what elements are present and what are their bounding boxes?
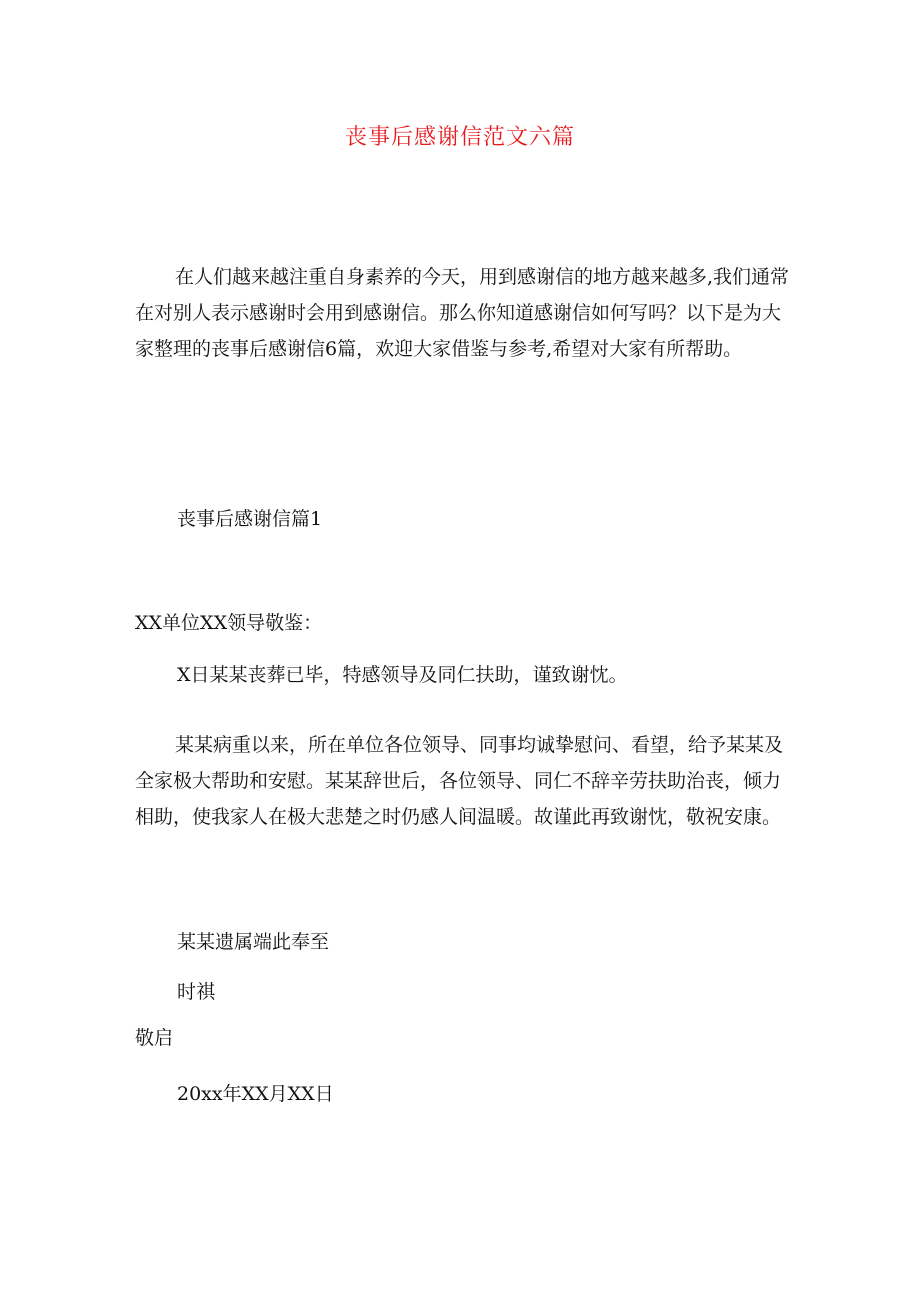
letter-body: 某某病重以来，所在单位各位领导、同事均诚挚慰问、看望，给予某某及全家极大帮助和安慰。某某辞世后，各位领导、同仁不辞辛劳扶助治丧，倾力相助，使我家人在极大悲楚之时仍感人间温暖。故谨此再致谢忱，敬祝安康。 bbox=[135, 734, 784, 828]
intro-paragraph: 在人们越来越注重自身素养的今天，用到感谢信的地方越来越多,我们通常在对别人表示感谢时会用到感谢信。那么你知道感谢信如何写吗？以下是为大家整理的丧事后感谢信6篇，欢迎大家借鉴与参考,希望对大家有所帮助。 bbox=[135, 266, 790, 360]
letter-closing-1: 时祺 bbox=[177, 981, 216, 1003]
document-title: 丧事后感谢信范文六篇 bbox=[344, 125, 575, 150]
letter-salutation: XX单位XX领导敬鉴： bbox=[135, 612, 323, 634]
letter-closing-2: 敬启 bbox=[135, 1027, 174, 1049]
letter-signature: 某某遗属端此奉至 bbox=[177, 931, 330, 953]
letter-date: 20xx年XX月XX日 bbox=[177, 1083, 334, 1105]
letter-opening: X日某某丧葬已毕，特感领导及同仁扶助，谨致谢忱。 bbox=[177, 664, 628, 686]
section-heading: 丧事后感谢信篇1 bbox=[177, 508, 323, 530]
